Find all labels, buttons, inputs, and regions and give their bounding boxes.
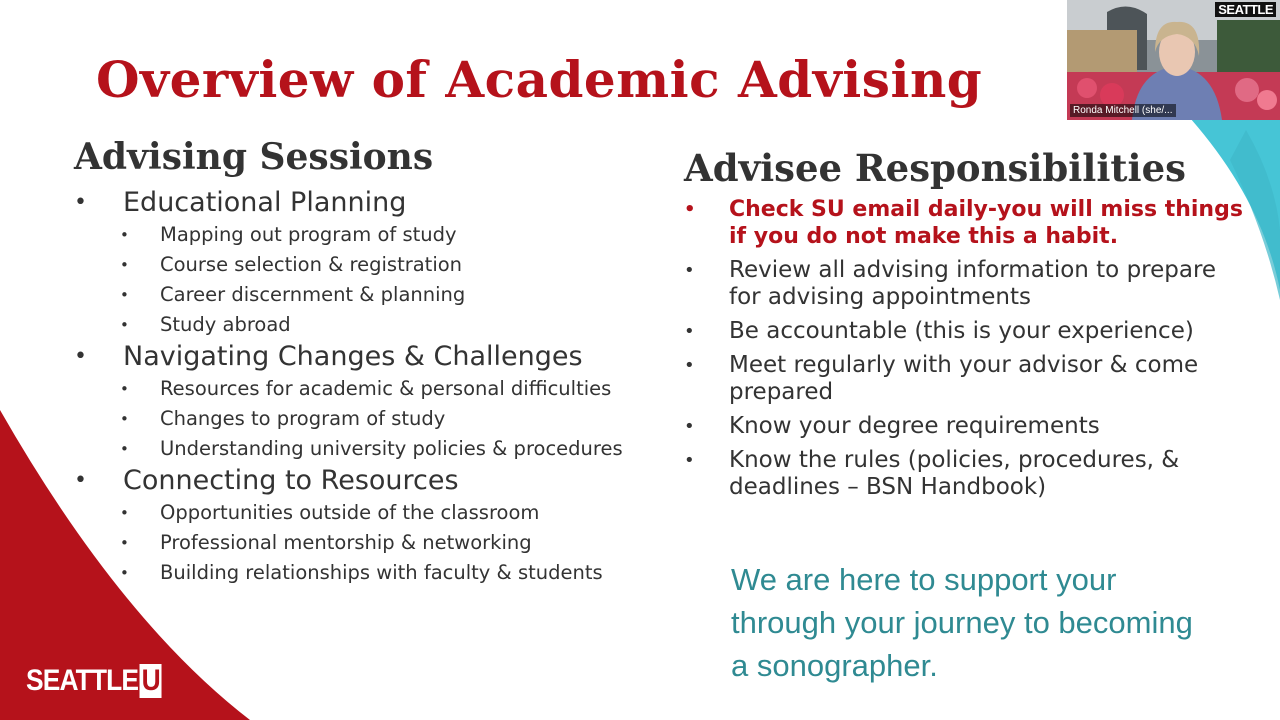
advising-sessions-heading: Advising Sessions (74, 136, 434, 178)
session-category: • Navigating Changes & Challenges (74, 340, 674, 374)
participant-video-tile[interactable] (1067, 0, 1280, 120)
session-item: • Mapping out program of study (74, 220, 674, 250)
responsibility-item: • Know your degree requirements (684, 413, 1244, 440)
seattle-u-logo (26, 664, 162, 698)
session-item: • Study abroad (74, 310, 674, 340)
session-item: • Building relationships with faculty & students (74, 558, 674, 588)
video-feed-image (1067, 0, 1280, 120)
session-item: • Resources for academic & personal difficulties (74, 374, 674, 404)
session-item: • Opportunities outside of the classroom (74, 498, 674, 528)
video-logo-badge: SEATTLE (1215, 2, 1276, 17)
responsibility-item: • Review all advising information to prepare for advising appointments (684, 257, 1244, 311)
session-category: • Connecting to Resources (74, 464, 674, 498)
responsibility-item: • Be accountable (this is your experience) (684, 318, 1244, 345)
advisee-responsibilities-heading: Advisee Responsibilities (684, 146, 1186, 190)
responsibility-item: • Know the rules (policies, procedures, & deadlines – BSN Handbook) (684, 447, 1244, 501)
session-item: • Understanding university policies & procedures (74, 434, 674, 464)
logo-text: SEATTLE (26, 664, 139, 697)
participant-name-label: Ronda Mitchell (she/... (1070, 104, 1176, 117)
responsibility-item-email: • Check SU email daily-you will miss things if you do not make this a habit. (684, 196, 1244, 250)
session-item: • Changes to program of study (74, 404, 674, 434)
session-item: • Professional mentorship & networking (74, 528, 674, 558)
session-category: • Educational Planning (74, 186, 674, 220)
advisee-responsibilities-list (684, 196, 1244, 508)
support-message: We are here to support your through your journey to becoming a sonographer. (731, 562, 1193, 683)
logo-accent: U (141, 664, 160, 697)
slide-title: Overview of Academic Advising (96, 50, 983, 109)
advising-sessions-list (74, 186, 674, 588)
session-item: • Course selection & registration (74, 250, 674, 280)
responsibility-item: • Meet regularly with your advisor & come prepared (684, 352, 1244, 406)
session-item: • Career discernment & planning (74, 280, 674, 310)
